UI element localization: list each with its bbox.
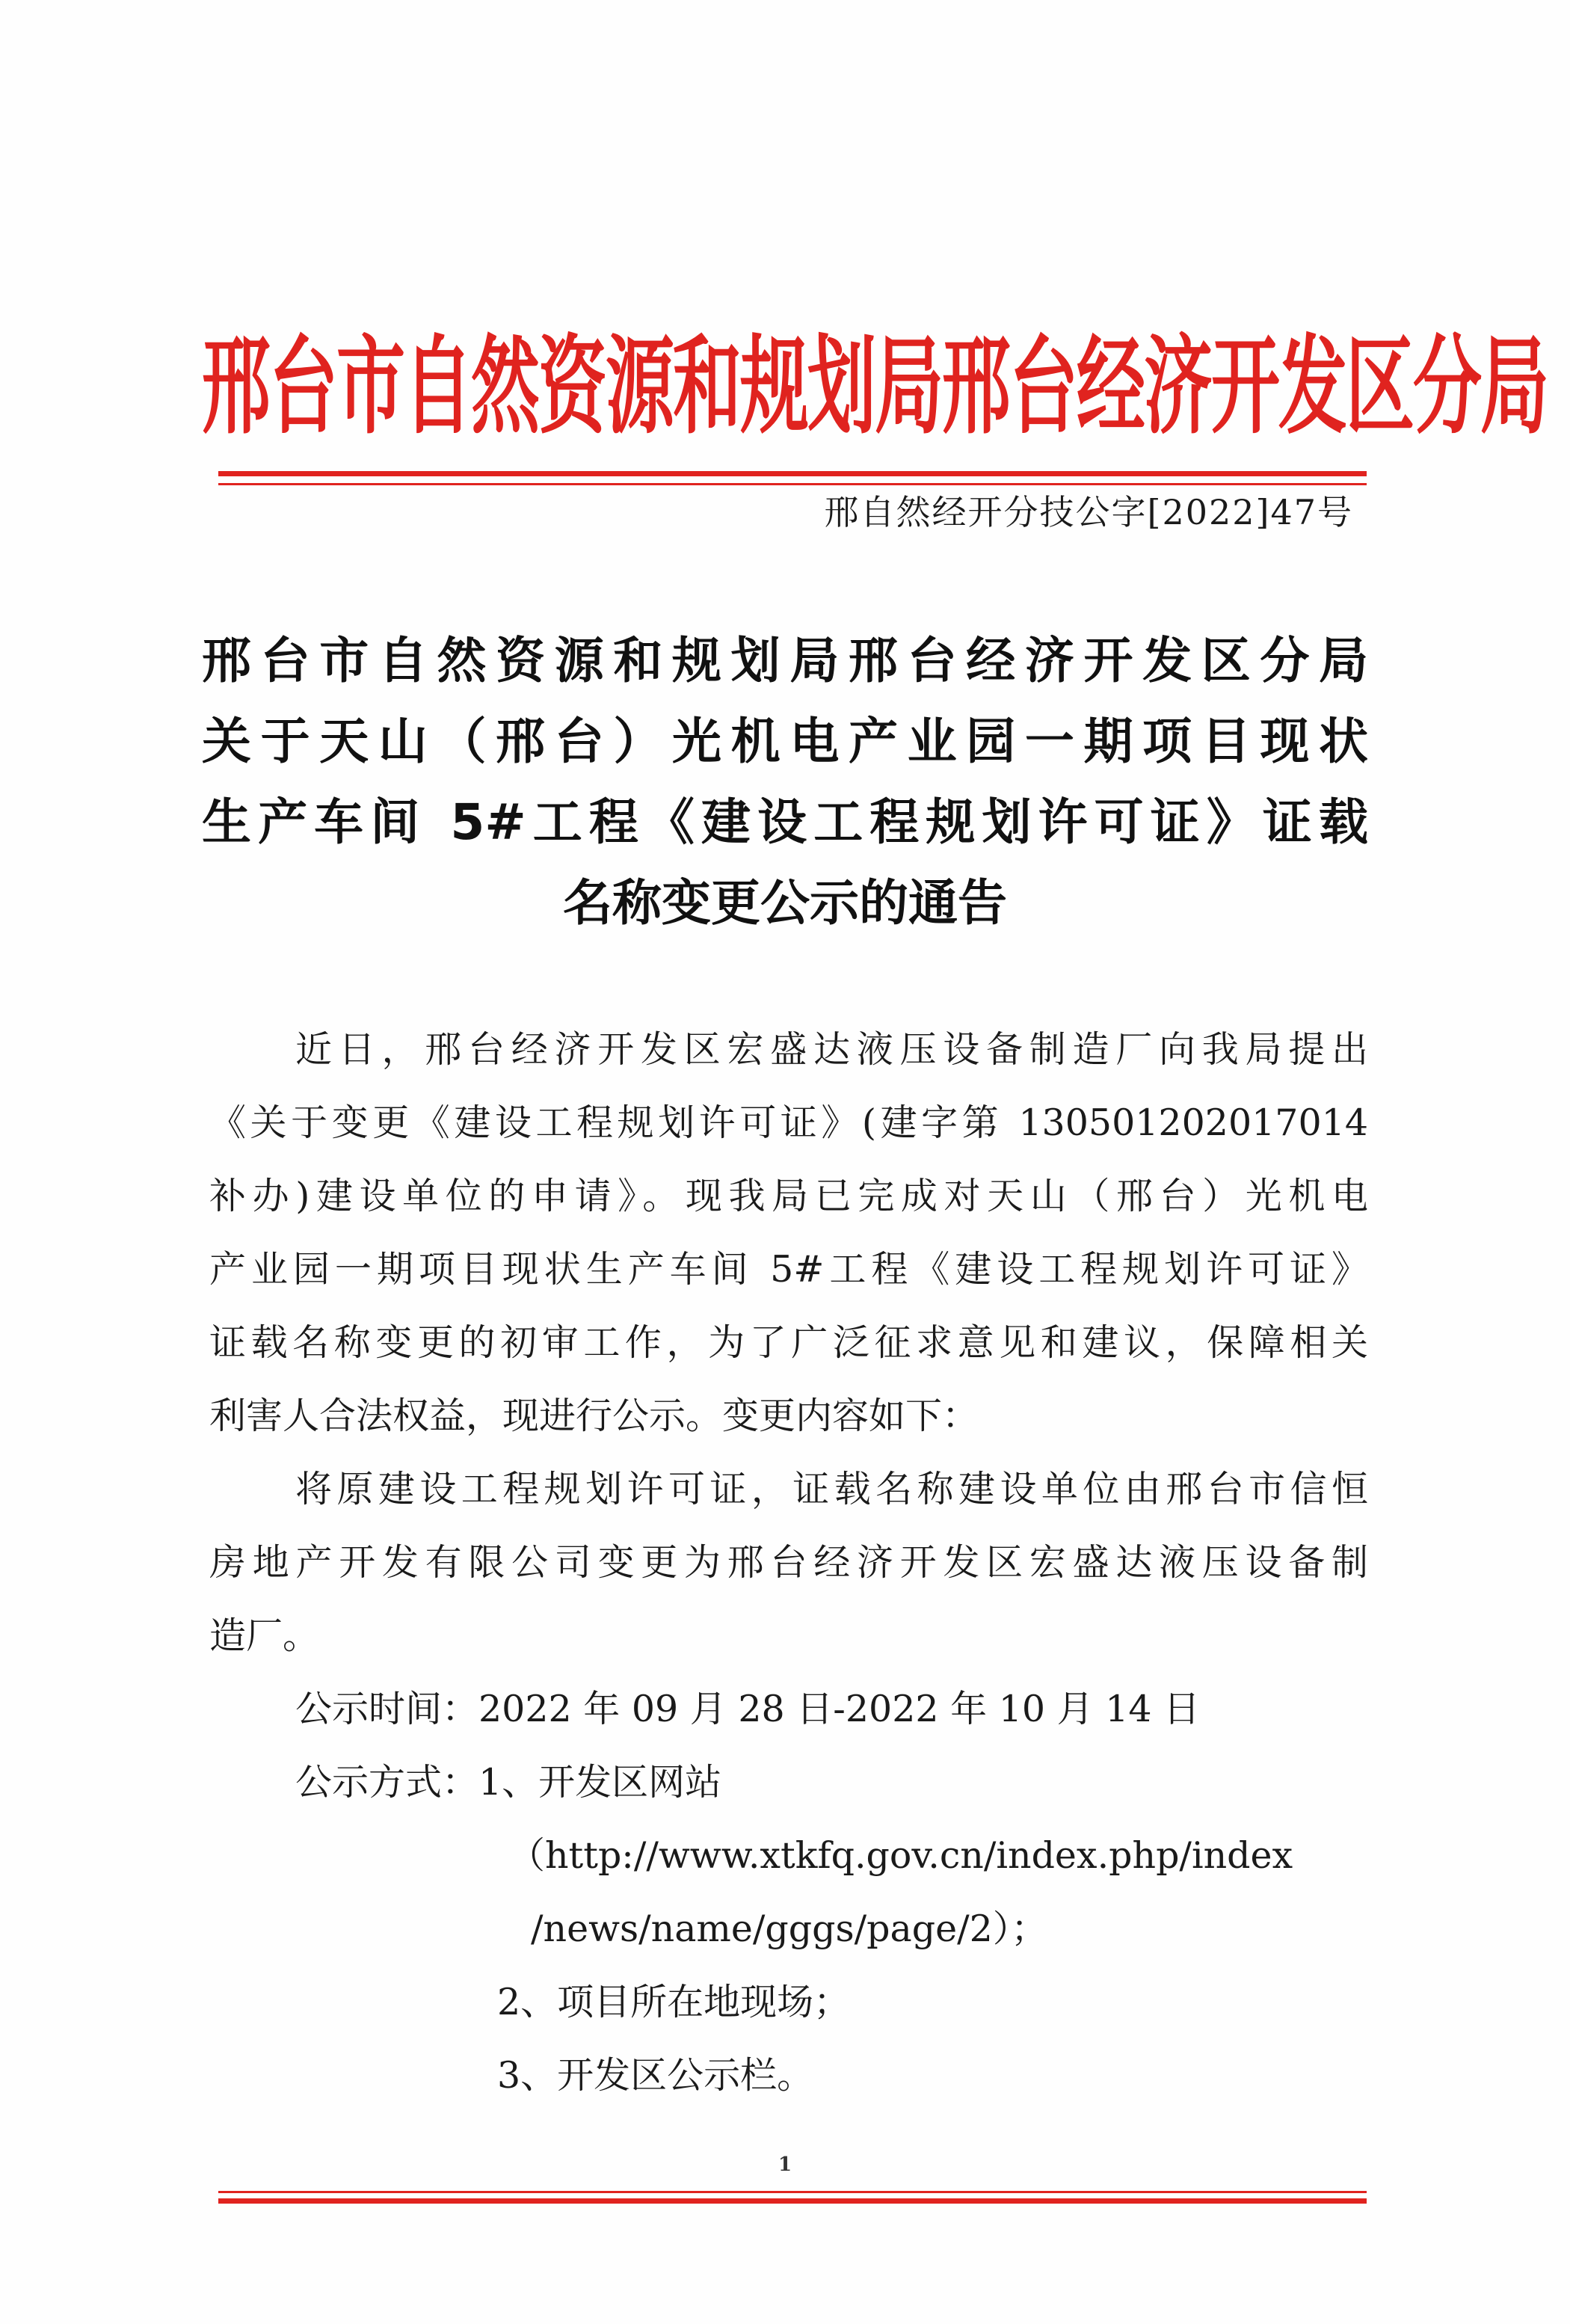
title-line-4: 名称变更公示的通告 [563,874,1007,932]
title-line-2: 关于天山（邢台）光机电产业园一期项目现状 [202,713,1368,770]
publicity-method-1: 公示方式：1、开发区网站 [295,1761,722,1804]
body-para1-line-5: 证载名称变更的初审工作，为了广泛征求意见和建议，保障相关 [209,1321,1368,1364]
letterhead-red-rule-thin [218,483,1367,485]
body-para1-line-1: 近日，邢台经济开发区宏盛达液压设备制造厂向我局提出 [295,1028,1368,1071]
letterhead-red-rule-thick [218,471,1367,476]
title-line-3: 生产车间 5#工程《建设工程规划许可证》证载 [202,793,1368,851]
publicity-method-2: 2、项目所在地现场； [497,1981,851,2023]
letterhead-agency-name: 邢台市自然资源和规划局邢台经济开发区分局 [202,325,1548,449]
publicity-url-line-2: /news/name/gggs/page/2）； [531,1908,1048,1950]
body-para2-line-3: 造厂。 [209,1614,320,1657]
page-number: 1 [778,2154,792,2176]
body-para1-line-2: 《关于变更《建设工程规划许可证》(建字第 130501202017014 [209,1101,1368,1144]
footer-red-rule-thin [218,2191,1367,2193]
document-body [209,1013,1368,2112]
body-para1-line-3: 补办)建设单位的申请》。现我局已完成对天山（邢台）光机电 [209,1175,1368,1217]
title-line-1: 邢台市自然资源和规划局邢台经济开发区分局 [202,632,1368,689]
body-para1-line-4: 产业园一期项目现状生产车间 5#工程《建设工程规划许可证》 [209,1248,1368,1291]
publicity-method-3: 3、开发区公示栏。 [497,2054,814,2097]
footer-red-rule-thick [218,2198,1367,2204]
publicity-url-line-1: （http://www.xtkfq.gov.cn/index.php/index [508,1834,1293,1877]
body-para2-line-2: 房地产开发有限公司变更为邢台经济开发区宏盛达液压设备制 [209,1541,1368,1584]
body-para1-line-6: 利害人合法权益，现进行公示。变更内容如下： [209,1395,979,1437]
document-title [202,621,1368,944]
publicity-period: 公示时间：2022 年 09 月 28 日-2022 年 10 月 14 日 [295,1688,1201,1730]
body-para2-line-1: 将原建设工程规划许可证，证载名称建设单位由邢台市信恒 [295,1468,1368,1510]
document-number: 邢自然经开分技公字[2022]47号 [824,492,1353,532]
